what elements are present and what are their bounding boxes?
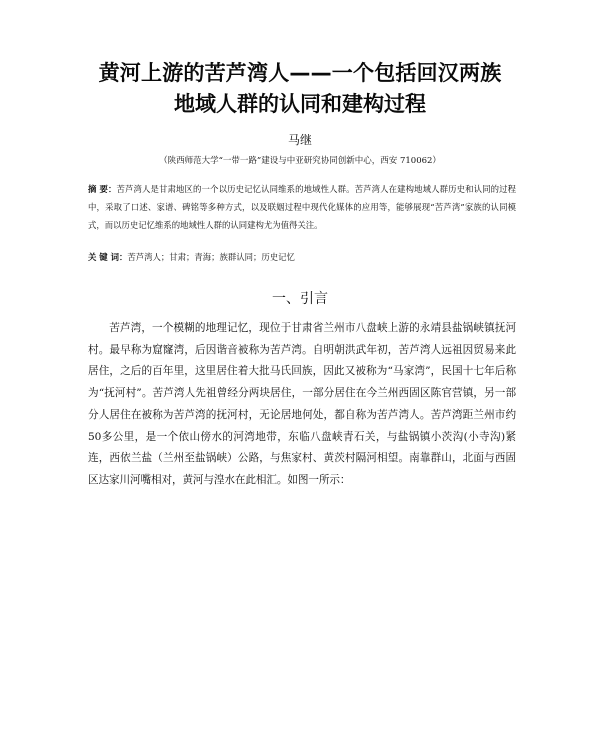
author-affiliation: （陕西师范大学“一带一路”建设与中亚研究协同创新中心，西安 710062） [159,156,441,166]
author-name: 马继 [287,133,312,147]
keywords-text: 苦芦湾人；甘肃；青海；族群认同；历史记忆 [127,252,295,262]
abstract-label: 摘 要： [88,184,117,194]
body-paragraph: 苦芦湾，一个模糊的地理记忆，现位于甘肃省兰州市八盘峡上游的永靖县盐锅峡镇抚河村。最早称为窟窿湾，后因谐音被称为苦芦湾。自明朝洪武年初，苦芦湾人远祖因贸易来此居住，之后的百年里，这里居住着大批马氏回族，因此又被称为“马家湾”，民国十七年后称为“抚河村”。苦芦湾人先祖曾经分两块居住，一部分居住在今兰州西固区陈官营镇，另一部分人居住在被称为苦芦湾的抚河村，无论居地何处，都自称为苦芦湾人。苦芦湾距兰州市约50多公里，是一个依山傍水的河湾地带，东临八盘峡青石关，与盐锅镇小茨沟(小寺沟)紧连，西依兰盐（兰州至盐锅峡）公路，与焦家村、黄茨村隔河相望。南靠群山，北面与西固区达家川河嘴相对，黄河与湟水在此相汇。如图一所示： [88,322,516,486]
paper-title-line-1: 黄河上游的苦芦湾人——一个包括回汉两族 [98,61,502,85]
abstract-text: 苦芦湾人是甘肃地区的一个以历史记忆认同维系的地域性人群。苦芦湾人在建构地域人群历史和认同的过程中，采取了口述、家谱、碑铭等多种方式，以及联姻过程中现代化媒体的应用等，能够展现“苦芦湾”家族的认同模式，而以历史记忆维系的地域性人群的认同建构尤为值得关注。 [88,184,516,230]
section-heading-introduction: 一、引言 [272,291,328,307]
abstract [88,180,516,234]
keywords-label: 关 键 词： [88,252,128,262]
paper-title-line-2: 地域人群的认同和建构过程 [174,92,426,116]
keywords [88,250,516,264]
